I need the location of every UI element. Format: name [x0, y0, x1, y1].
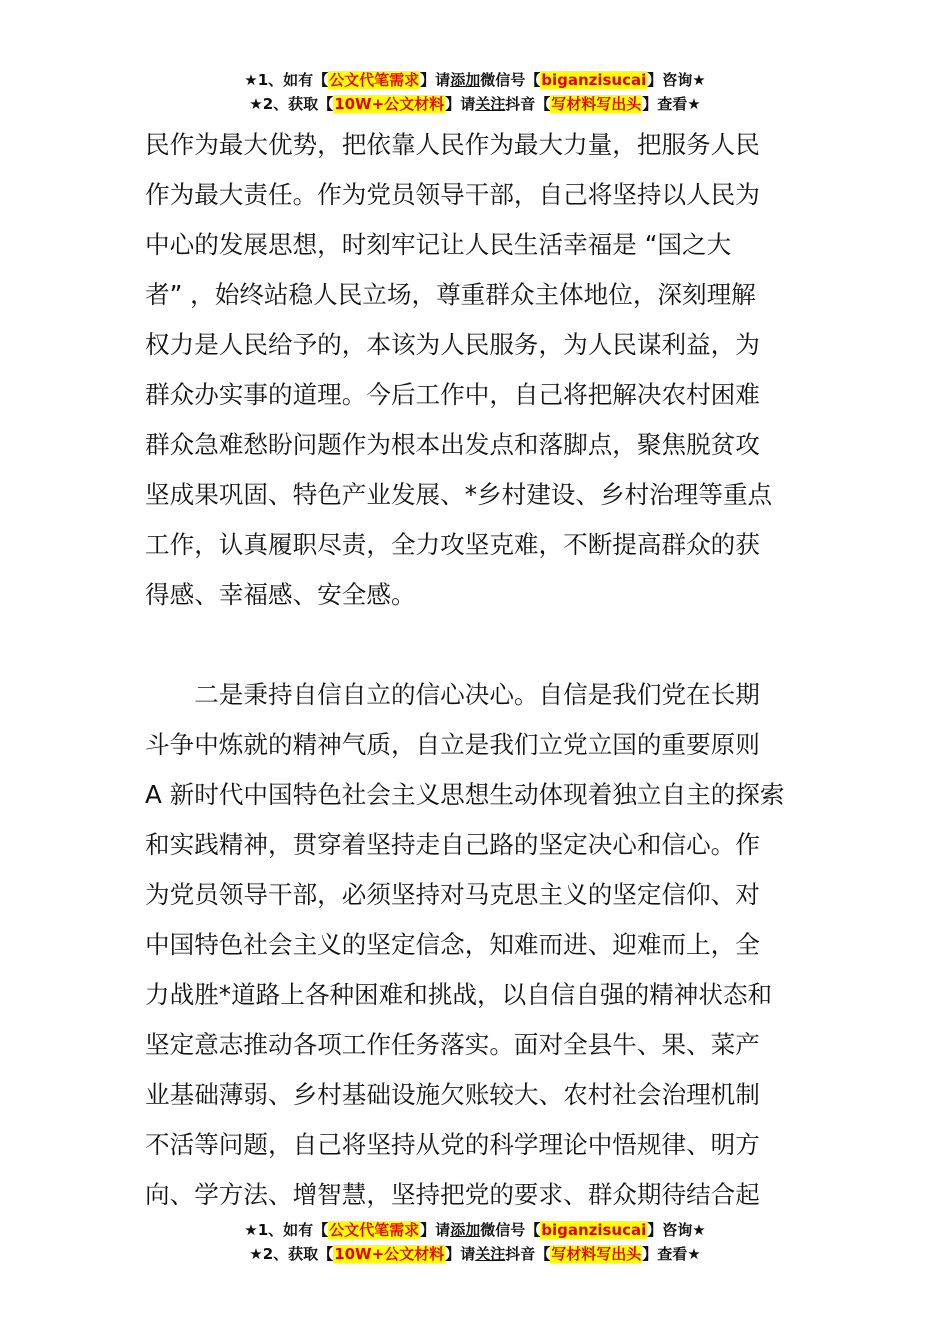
document-body: [145, 120, 813, 1220]
text-line: 权力是人民给予的，本该为人民服务，为人民谋利益，为: [145, 330, 760, 359]
text-line: 为党员领导干部，必须坚持对马克思主义的坚定信仰、对: [145, 880, 760, 909]
text-line: 力战胜*道路上各种困难和挑战，以自信自强的精神状态和: [145, 980, 773, 1009]
banner-highlight: 公文代笔需求: [329, 71, 420, 89]
banner-line-2: [0, 1242, 950, 1266]
banner-text: ★1、如有【: [244, 71, 329, 89]
text-line: 业基础薄弱、乡村基础设施欠账较大、农村社会治理机制: [145, 1080, 760, 1109]
banner-line-1: [0, 1218, 950, 1242]
text-line: 中国特色社会主义的坚定信念，知难而进、迎难而上，全: [145, 930, 760, 959]
banner-highlight: 写材料写出头: [551, 95, 642, 113]
banner-text: 】查看★: [642, 95, 701, 113]
text-line: 向、学方法、增智慧，坚持把党的要求、群众期待结合起: [145, 1180, 760, 1209]
footer-banner: [0, 1218, 950, 1266]
text-line: 不活等问题，自己将坚持从党的科学理论中悟规律、明方: [145, 1130, 760, 1159]
banner-highlight: biganzisucai: [541, 71, 647, 89]
text-line: 工作，认真履职尽责，全力攻坚克难，不断提高群众的获: [145, 530, 760, 559]
banner-text: 】查看★: [642, 1245, 701, 1263]
banner-line-2: [0, 92, 950, 116]
text-line: 作为最大责任。作为党员领导干部，自己将坚持以人民为: [145, 180, 760, 209]
banner-text: 】请: [420, 1221, 451, 1239]
header-banner: [0, 68, 950, 116]
banner-text: 】咨询★: [647, 71, 706, 89]
banner-text: 】咨询★: [647, 1221, 706, 1239]
banner-underline: 关注: [475, 95, 506, 113]
paragraph-gap: [145, 620, 813, 670]
banner-highlight: biganzisucai: [541, 1221, 647, 1239]
banner-text: 】请: [420, 71, 451, 89]
banner-text: 抖音【: [505, 95, 551, 113]
paragraph-2: [145, 670, 813, 1220]
banner-line-1: [0, 68, 950, 92]
banner-text: ★1、如有【: [244, 1221, 329, 1239]
banner-text: 微信号【: [480, 71, 541, 89]
banner-text: ★2、获取【: [249, 95, 334, 113]
text-line: 者” ，始终站稳人民立场，尊重群众主体地位，深刻理解: [145, 280, 756, 309]
banner-underline: 添加: [450, 1221, 481, 1239]
banner-highlight: 10W+公文材料: [334, 95, 445, 113]
banner-underline: 添加: [450, 71, 481, 89]
text-line: 和实践精神，贯穿着坚持走自己路的坚定决心和信心。作: [145, 830, 760, 859]
text-line: 群众办实事的道理。今后工作中，自己将把解决农村困难: [145, 380, 760, 409]
banner-text: 】请: [445, 95, 476, 113]
banner-text: 抖音【: [505, 1245, 551, 1263]
banner-highlight: 写材料写出头: [551, 1245, 642, 1263]
text-line: 群众急难愁盼问题作为根本出发点和落脚点，聚焦脱贫攻: [145, 430, 760, 459]
banner-text: ★2、获取【: [249, 1245, 334, 1263]
banner-highlight: 公文代笔需求: [329, 1221, 420, 1239]
text-line: 坚成果巩固、特色产业发展、*乡村建设、乡村治理等重点: [145, 480, 773, 509]
banner-text: 微信号【: [480, 1221, 541, 1239]
text-line: A 新时代中国特色社会主义思想生动体现着独立自主的探索: [145, 780, 785, 809]
banner-underline: 关注: [475, 1245, 506, 1263]
text-line: 民作为最大优势，把依靠人民作为最大力量，把服务人民: [145, 130, 760, 159]
banner-text: 】请: [445, 1245, 476, 1263]
banner-highlight: 10W+公文材料: [334, 1245, 445, 1263]
text-line: 二是秉持自信自立的信心决心。自信是我们党在长期: [145, 680, 760, 709]
text-line: 坚定意志推动各项工作任务落实。面对全县牛、果、菜产: [145, 1030, 760, 1059]
paragraph-1: [145, 120, 813, 620]
text-line: 中心的发展思想，时刻牢记让人民生活幸福是 “国之大: [145, 230, 732, 259]
text-line: 得感、幸福感、安全感。: [145, 580, 416, 609]
text-line: 斗争中炼就的精神气质，自立是我们立党立国的重要原则: [145, 730, 760, 759]
